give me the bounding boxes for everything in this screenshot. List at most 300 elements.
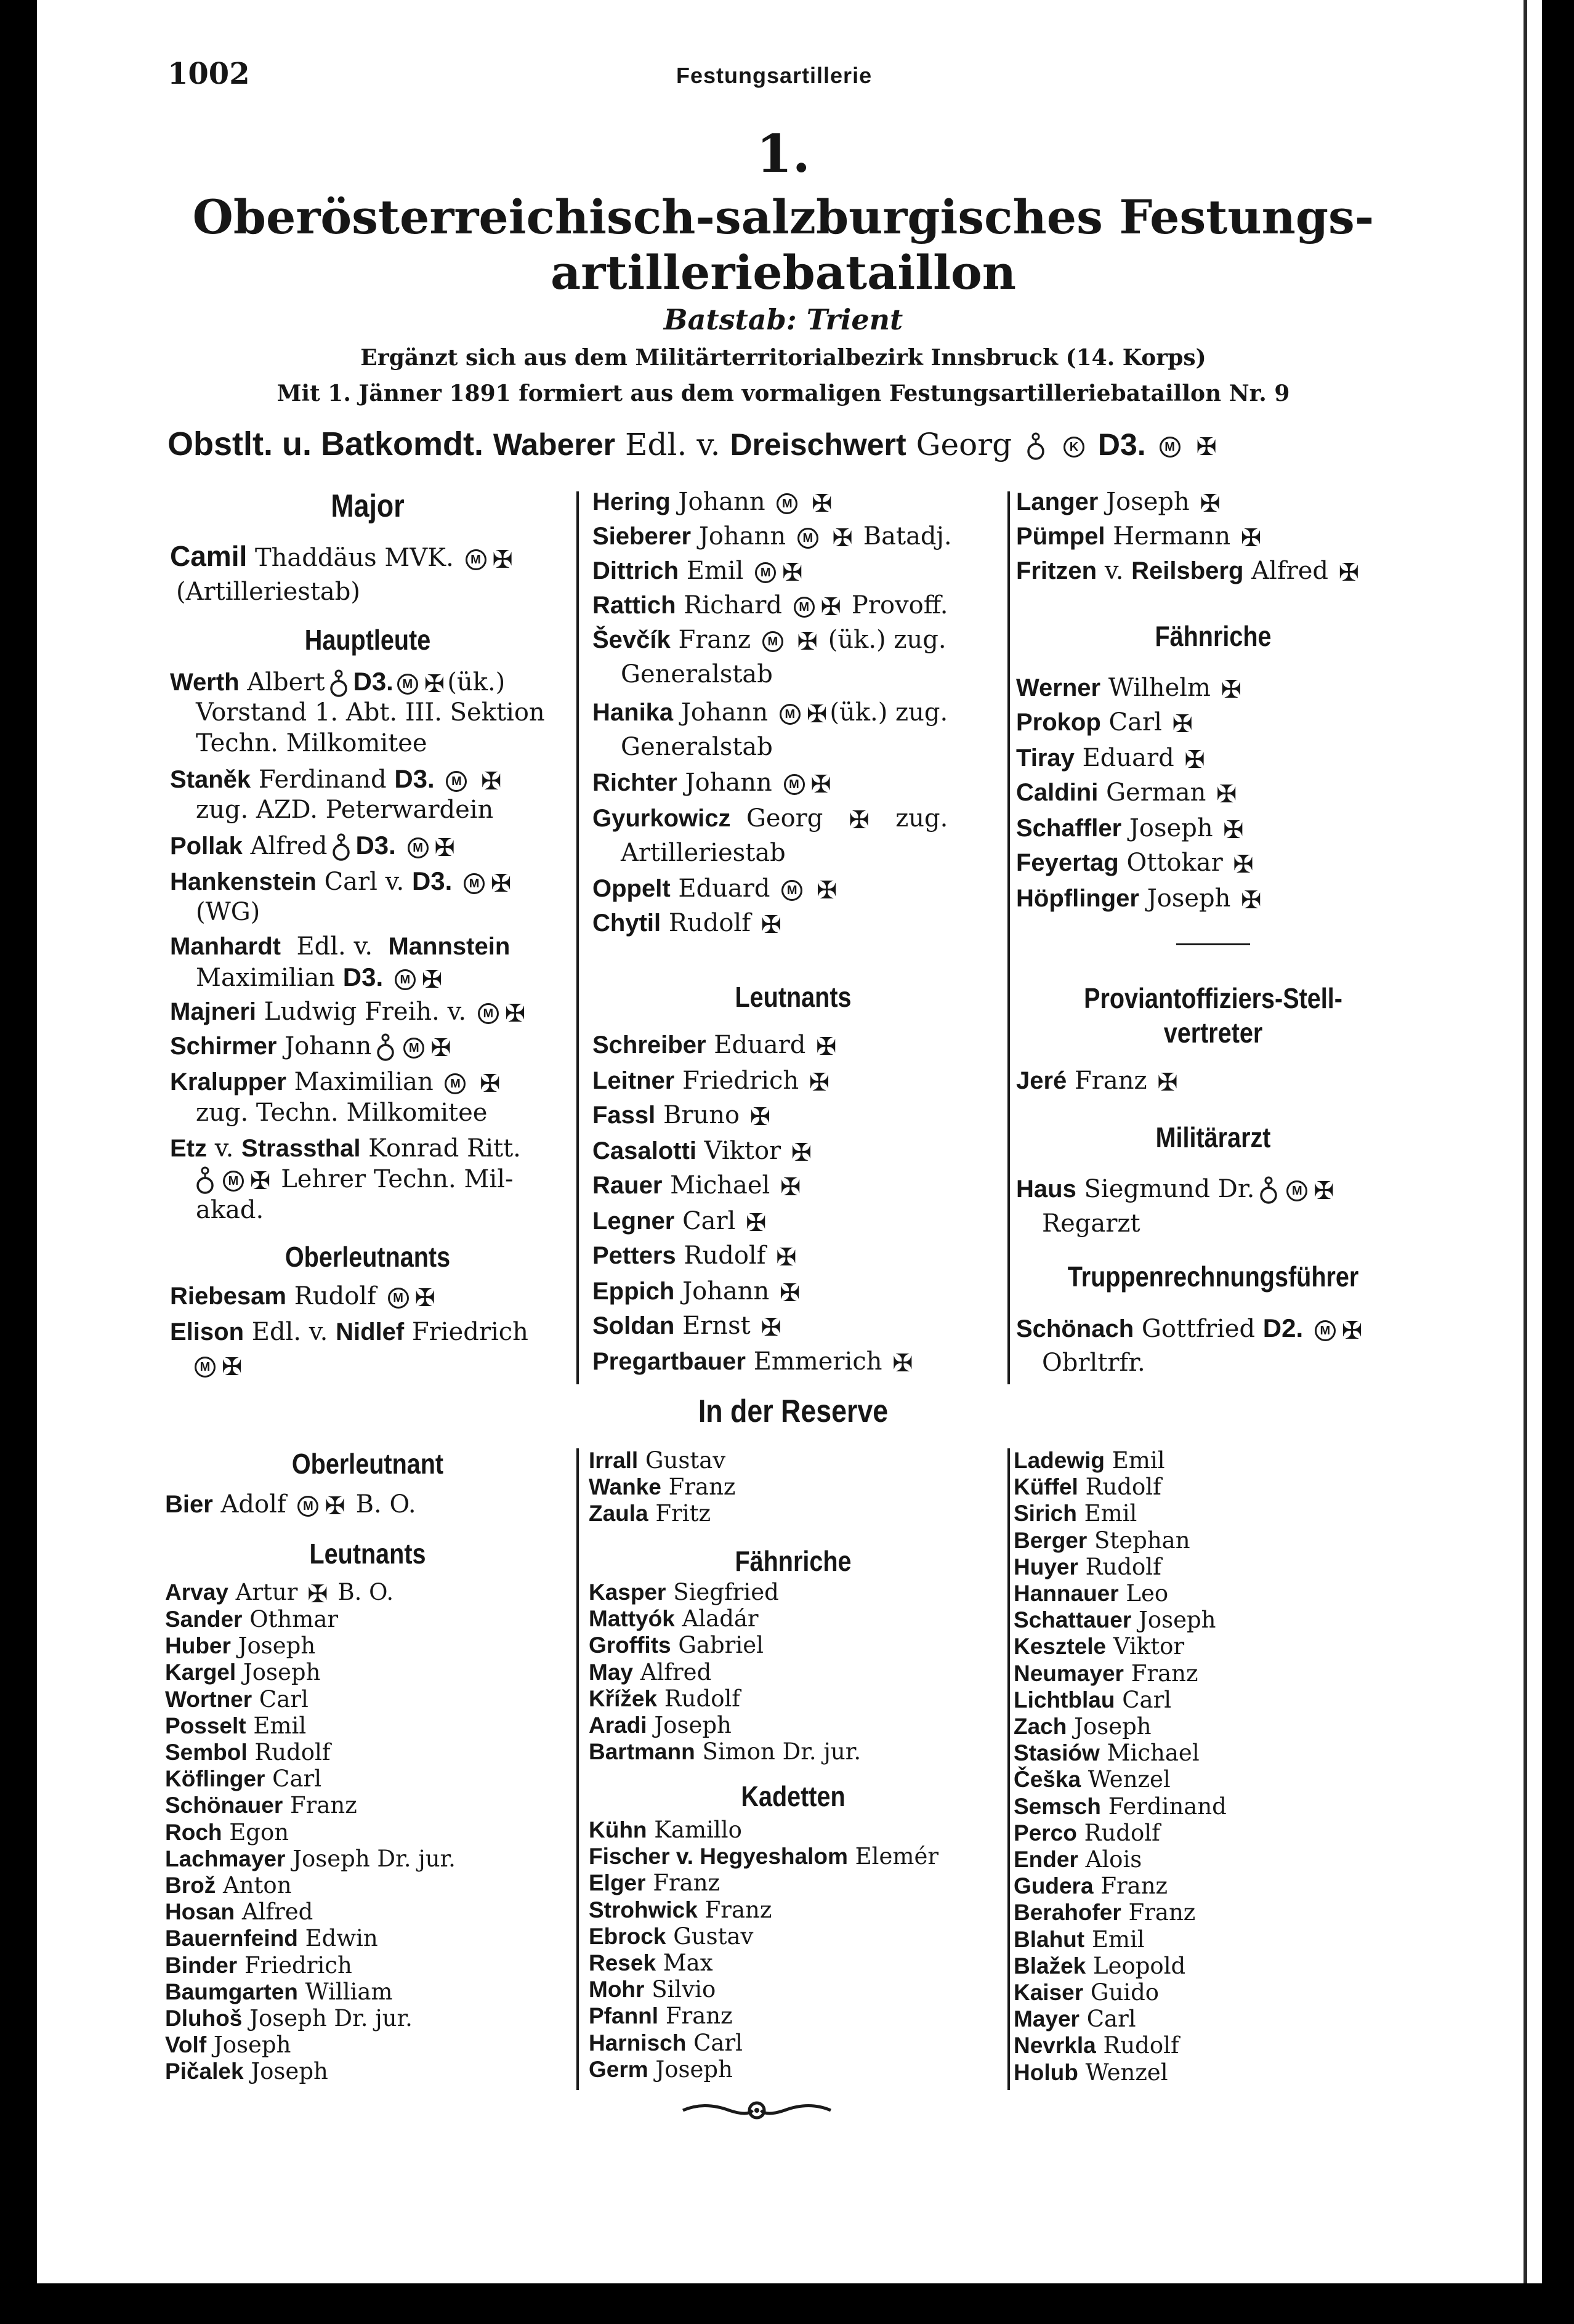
given-name: Carl v. [324,868,405,896]
cross-icon: ✠ [1184,746,1205,774]
commander-surname: Waberer [493,427,616,462]
surname: Wanke [589,1474,661,1500]
list-item [165,1819,289,1846]
list-item [1014,1766,1171,1793]
surname: Sieberer [592,523,692,550]
list-item [1014,1554,1161,1581]
surname: Kralupper [170,1068,286,1095]
given-name: Emil [1084,1500,1137,1527]
entry-schaffler [1016,813,1246,844]
given-name: Silvio [652,1976,716,2003]
m-badge-icon: M [464,873,485,894]
surname: Gyurkowicz [592,805,731,832]
cross-icon: ✠ [780,1173,801,1201]
entry-rauer [592,1170,804,1201]
list-item [1014,1926,1145,1953]
heading-proviant-1: Proviantoffiziers-Stell- [1084,982,1342,1014]
list-item [589,1685,740,1713]
given-name: Emil [1112,1447,1165,1474]
cross-icon: ✠ [421,966,443,994]
list-item [1014,1873,1168,1900]
cross-icon: ✠ [1240,524,1262,552]
list-item [589,2003,733,2030]
surname: Casalotti [592,1137,696,1164]
given-name: Rudolf [294,1282,376,1310]
entry-werth-cont1: Vorstand 1. Abt. III. Sektion [196,698,545,727]
surname: Langer [1016,488,1099,515]
given-name: Ferdinand [258,765,387,794]
given-name: Artur [235,1579,298,1605]
cross-icon: ✠ [812,490,833,518]
surname: Posselt [165,1713,246,1738]
surname: Baumgarten [165,1979,298,2004]
surname: Lichtblau [1014,1687,1115,1713]
surname: Strohwick [589,1897,698,1923]
cross-icon: ✠ [1241,886,1262,914]
entry-casalotti [592,1136,814,1166]
surname: Hering [592,488,671,515]
given-name: Johann [680,698,769,727]
m-badge-icon: M [797,528,818,549]
given-name: Joseph Dr. jur. [293,1845,456,1872]
unit-description-1: Ergänzt sich aus dem Militärterritorialbezirk Innsbruck (14. Korps) [360,345,1206,371]
given-name: Franz [678,626,751,654]
heading-truppenrechnungsfuehrer: Truppenrechnungsführer [1067,1261,1359,1293]
surname: Brož [165,1873,216,1898]
entry-fritzen [1016,555,1362,586]
column-divider-3 [576,1448,579,2090]
surname: Ebrock [589,1923,666,1949]
note: B. O. [337,1579,394,1605]
given-name: Johann [678,488,765,516]
surname: Mattyók [589,1606,675,1632]
column-divider-1 [576,491,579,1384]
list-item [165,1952,352,1979]
given-name: Carl [1122,1686,1172,1713]
m-badge-icon: M [478,1003,499,1024]
given-name: Georg [746,804,823,833]
surname: Ender [1014,1847,1078,1872]
scan-border-left [0,0,37,2324]
list-item [589,1897,772,1924]
cross-icon: ✠ [791,1139,812,1167]
list-item [165,1765,321,1793]
given-name: Leo [1126,1580,1169,1607]
cross-icon: ✠ [480,1070,501,1098]
cross-icon: ✠ [816,876,837,905]
list-item [589,1632,764,1659]
given-name: Gustav [645,1447,726,1474]
given-name: Rudolf [254,1739,331,1765]
column-divider-4 [1007,1448,1010,2090]
cross-icon: ✠ [1233,850,1254,879]
cross-icon: ✠ [307,1580,328,1608]
given-name: Wenzel [1085,2059,1168,2086]
given-name: Wenzel [1088,1766,1171,1793]
cross-icon: ✠ [1172,710,1193,738]
surname: Bartmann [589,1739,695,1765]
given-name: Gottfried [1141,1315,1256,1343]
given-name: Franz [665,2003,733,2030]
note: zug. [895,804,948,833]
surname: Schreiber [592,1031,706,1059]
entry-kralupper [170,1067,503,1097]
surname: Feyertag [1016,849,1119,876]
m-badge-icon: M [794,597,815,618]
cross-icon: ✠ [746,1209,767,1237]
given-name: Joseph [1139,1607,1216,1634]
surname: Fritzen [1016,557,1097,584]
surname: Fassl [592,1102,656,1129]
cross-icon: ✠ [892,1349,913,1378]
given-name: Carl [1108,708,1162,736]
given-name: Hermann [1113,522,1231,551]
entry-puempel [1016,521,1264,552]
title: v. [1104,557,1124,585]
list-item [1014,1793,1227,1820]
surname: Kesztele [1014,1634,1107,1660]
list-item [1014,1740,1200,1767]
surname: Schirmer [170,1033,277,1060]
note: Lehrer Techn. Mil- [281,1165,514,1193]
given-name: Richard [684,591,782,619]
given-name: Konrad Ritt. [368,1134,521,1163]
surname: Pümpel [1016,523,1105,550]
commander-rank: Obstlt. u. Batkomdt. [167,426,483,462]
m-badge-icon: M [445,1073,466,1094]
list-item [1014,1527,1190,1554]
surname: Křížek [589,1685,658,1711]
m-badge-icon: M [446,771,467,792]
given-name: Rudolf [1085,1474,1161,1501]
given-name: Joseph [654,1712,732,1738]
surname: Schönach [1016,1315,1134,1342]
cross-icon: ✠ [1196,433,1217,461]
surname-2: Mannstein [388,933,511,960]
cross-icon: ✠ [782,559,803,587]
surname: Hanika [592,699,674,726]
commander-line [167,425,1399,463]
surname: Blahut [1014,1926,1085,1952]
m-badge-icon: M [755,562,776,583]
heading-major: Major [331,488,405,524]
list-item [1014,1899,1195,1926]
surname: Elison [170,1318,244,1346]
cross-icon: ✠ [491,869,512,898]
list-item [165,1792,357,1819]
given-name: Eduard [714,1031,806,1059]
m-badge-icon: M [777,493,797,514]
m-badge-icon: M [395,969,416,990]
list-item [1014,1474,1161,1501]
heading-hauptleute: Hauptleute [304,624,431,656]
entry-hering [592,486,835,517]
surname: Irrall [589,1448,639,1473]
surname: Zaula [589,1501,648,1527]
given-name: Gabriel [678,1632,764,1659]
surname: Schaffler [1016,815,1122,842]
surname-2: Strassthal [241,1135,361,1162]
heading-militaerarzt: Militärarzt [1155,1121,1271,1153]
m-badge-icon: M [784,774,805,795]
decoration-class: D3. [1097,427,1146,462]
given-name: Johann [682,1277,770,1305]
cross-icon: ✠ [1221,676,1242,704]
list-item [589,1447,725,1474]
given-name: Carl [272,1765,322,1793]
unit-title-line1: Oberösterreichisch-salzburgisches Festungs- [192,190,1374,244]
given-name: Rudolf [1103,2032,1179,2059]
given-name: Othmar [249,1606,339,1632]
entry-caldini [1016,777,1240,808]
given-name: Joseph [1129,814,1213,842]
entry-camil-note: (Artilleriestab) [176,578,360,606]
entry-hanika-cont: Generalstab [621,733,773,761]
cross-icon: ✠ [1341,1317,1363,1345]
cross-icon: ✠ [780,1279,801,1307]
list-item [589,1474,735,1501]
given-name: Friedrich [411,1318,528,1346]
m-badge-icon: M [223,1171,244,1192]
m-badge-icon: M [781,880,802,901]
heading-reserve-kadetten: Kadetten [741,1780,846,1812]
cross-icon: ✠ [797,627,818,656]
cross-icon: ✠ [832,524,854,552]
surname: Rauer [592,1172,663,1199]
m-badge-icon: M [403,1038,424,1059]
surname: Staněk [170,766,251,793]
given-name: Rudolf [684,1241,766,1270]
heading-faehnriche: Fähnriche [1155,620,1272,652]
given-name: Michael [1107,1740,1200,1767]
list-item [165,1872,292,1899]
surname: Volf [165,2032,207,2058]
entry-sevcik-cont: Generalstab [621,660,773,688]
surname-2: Reilsberg [1131,557,1244,584]
entry-majneri [170,996,528,1027]
surname: Semsch [1014,1793,1101,1819]
entry-manhardt-cont [196,962,445,993]
cross-icon: ✠ [809,1068,830,1097]
list-item [589,1500,711,1527]
surname: Chytil [592,910,661,937]
list-item [165,1606,338,1633]
surname: Richter [592,769,677,796]
given-name: Eduard [678,874,770,903]
given-name: Joseph [1147,884,1231,913]
list-item [165,1713,306,1740]
entry-fassl [592,1100,773,1131]
given-name: Alois [1085,1846,1142,1873]
cross-icon: ✠ [806,700,828,728]
staff-line [167,303,1399,336]
given-name: Rudolf [664,1685,741,1712]
surname: Huber [165,1633,231,1659]
list-item [589,1738,861,1765]
k-badge-icon: K [1063,437,1084,458]
decoration-class: D3. [355,831,396,860]
list-item [1014,2006,1136,2033]
entry-schreiber [592,1030,839,1060]
list-item [1014,1979,1159,2006]
cross-icon: ✠ [776,1243,797,1272]
surname: Kühn [589,1817,647,1842]
list-item [1014,1580,1168,1607]
given-name: Franz [289,1792,357,1819]
entry-hanika [592,697,948,728]
cross-icon: ✠ [849,806,870,834]
surname: Caldini [1016,779,1099,806]
entry-etz-cont1 [191,1164,514,1196]
entry-richter [592,767,834,798]
entry-hankenstein [170,866,514,897]
surname: Berahofer [1014,1900,1121,1926]
surname: Pfannl [589,2003,659,2029]
entry-schirmer [170,1031,454,1063]
list-item [1014,1953,1185,1980]
given-name: Kamillo [654,1817,742,1843]
surname: Hannauer [1014,1581,1119,1606]
surname: Petters [592,1242,676,1269]
entry-sieberer [592,521,952,552]
list-item [589,1605,759,1632]
list-item [165,1632,315,1660]
given-name: Carl [1086,2006,1136,2033]
list-item [165,2058,328,2085]
list-item [1014,2032,1179,2059]
cross-icon: ✠ [1157,1068,1178,1097]
note: Provoff. [851,591,948,619]
decoration-class: D3. [394,764,435,793]
m-badge-icon: M [762,631,783,652]
m-badge-icon: M [466,549,486,570]
given-name: Fritz [655,1500,711,1527]
decoration-class: D3. [353,667,394,696]
cross-icon: ✠ [1338,559,1360,587]
commander-surname2: Dreischwert [730,427,906,462]
surname: Majneri [170,998,257,1025]
cross-icon: ✠ [761,1313,781,1342]
given-name: German [1106,778,1206,807]
list-item [165,1925,378,1952]
staff-label: Batstab: [663,303,797,336]
heading-reserve-leutnants: Leutnants [309,1538,426,1570]
surname: Hosan [165,1899,235,1925]
surname: Leitner [592,1067,675,1094]
given-name: Rudolf [668,909,751,937]
surname: Groffits [589,1632,671,1658]
surname: Nevrkla [1014,2033,1096,2059]
m-badge-icon: M [1160,437,1180,458]
surname: Schattauer [1014,1607,1132,1633]
entry-prokop [1016,707,1195,738]
surname: Stasiów [1014,1740,1100,1766]
entry-kralupper-cont: zug. Techn. Milkomitee [196,1099,488,1127]
entry-hoepflinger [1016,883,1264,914]
list-item [165,2031,291,2059]
entry-werner [1016,672,1244,703]
entry-legner [592,1206,769,1237]
given-name: Friedrich [682,1067,799,1095]
surname: Dittrich [592,557,679,584]
entry-oppelt [592,873,839,904]
surname: Harnisch [589,2030,687,2056]
scan-border-gap [1527,0,1542,2324]
medal-icon [196,1166,214,1196]
surname: Köflinger [165,1766,265,1792]
column-divider-2 [1007,491,1010,1384]
given-name: Joseph [1106,488,1190,516]
unit-number: 1. [756,123,810,184]
title: Edl. v. [251,1318,328,1346]
surname: Huyer [1014,1554,1078,1580]
list-item [1014,1660,1198,1687]
given-name: Alfred [250,832,328,860]
decoration-class: D3. [342,962,384,991]
surname: Binder [165,1952,238,1978]
list-item [1014,1820,1160,1847]
given-name: Carl [259,1685,309,1713]
note: B. O. [355,1490,416,1519]
list-item [589,1976,716,2003]
cross-icon: ✠ [325,1492,345,1520]
decoration-class: D3. [411,866,453,895]
cross-icon: ✠ [492,546,514,574]
entry-gyurkowicz-cont: Artilleriestab [621,839,786,867]
surname: Eppich [592,1278,675,1305]
given-name: Alfred [640,1658,712,1685]
entry-haus-cont: Regarzt [1042,1209,1140,1238]
cross-icon: ✠ [222,1353,243,1381]
surname: Roch [165,1819,222,1845]
list-item [1014,1846,1142,1873]
given-name: Max [663,1950,713,1976]
surname: Schönauer [165,1793,283,1818]
given-name: Maximilian [196,964,336,992]
entry-pollak [170,830,458,863]
list-item [165,2005,413,2032]
given-name: Maximilian [294,1068,434,1096]
surname: Germ [589,2056,648,2082]
cross-icon: ✠ [424,670,445,698]
cross-icon: ✠ [250,1167,271,1195]
surname: Pregartbauer [592,1348,746,1375]
list-item [165,1686,309,1713]
entry-pregartbauer [592,1346,916,1377]
cross-icon: ✠ [414,1284,436,1312]
given-name: Aladár [682,1605,759,1632]
note: (ük.) zug. [828,626,946,654]
given-name: Joseph Dr. jur. [249,2005,413,2031]
given-name: Ferdinand [1108,1793,1227,1820]
entry-manhardt [170,931,510,962]
surname: Blažek [1014,1953,1086,1979]
given-name: Johann [698,522,786,551]
list-item [589,1579,779,1606]
cross-icon: ✠ [481,767,502,796]
entry-dittrich [592,555,805,586]
decoration-class: D2. [1262,1313,1304,1342]
surname: Gudera [1014,1873,1094,1899]
list-item [1014,2059,1168,2086]
given-name: Carl [682,1207,736,1235]
surname: Mayer [1014,2006,1080,2032]
given-name: Joseph [251,2058,328,2085]
cross-icon: ✠ [810,770,832,799]
surname: Pollak [170,833,243,860]
surname: Elger [589,1870,646,1896]
given-name: Anton [223,1872,292,1898]
